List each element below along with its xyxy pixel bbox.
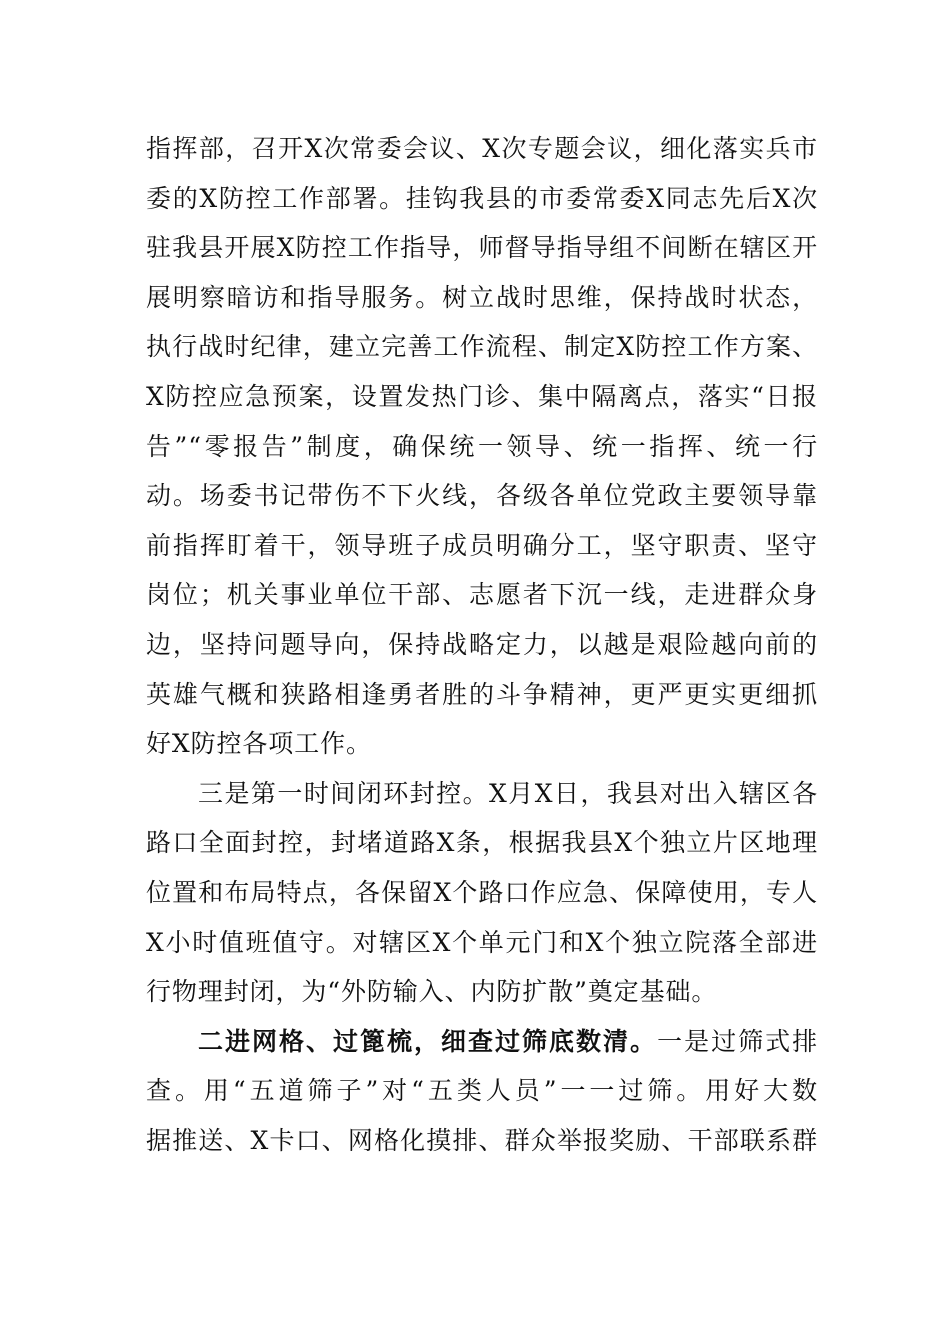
text-line: 位置和布局特点，各保留X个路口作应急、保障使用，专人 (146, 877, 818, 907)
document-body (146, 124, 818, 1165)
text-line: 动。场委书记带伤不下火线，各级各单位党政主要领导靠 (146, 481, 818, 511)
section-heading-rest: 一是过筛式排 (657, 1026, 818, 1056)
text-line: 路口全面封控，封堵道路X条，根据我县X个独立片区地理 (146, 828, 818, 858)
text-line: 三是第一时间闭环封控。X月X日，我县对出入辖区各 (198, 778, 818, 808)
text-line: 委的X防控工作部署。挂钩我县的市委常委X同志先后X次 (146, 183, 818, 213)
text-line: 前指挥盯着干，领导班子成员明确分工，坚守职责、坚守 (146, 530, 818, 560)
text-line (146, 1017, 818, 1067)
text-line: 查。用“五道筛子”对“五类人员”一一过筛。用好大数 (146, 1076, 818, 1106)
text-line: 驻我县开展X防控工作指导，师督导指导组不间断在辖区开 (146, 233, 818, 263)
text-line: 行物理封闭，为“外防输入、内防扩散”奠定基础。 (146, 977, 718, 1007)
text-line: 展明察暗访和指导服务。树立战时思维，保持战时状态， (146, 282, 818, 312)
paragraph-grid-screening (146, 1017, 818, 1166)
section-heading: 二进网格、过篦梳，细查过筛底数清。 (198, 1026, 658, 1056)
text-line: 边，坚持问题导向，保持战略定力，以越是艰险越向前的 (146, 629, 818, 659)
text-line: X防控应急预案，设置发热门诊、集中隔离点，落实“日报 (146, 381, 818, 411)
text-line: 岗位；机关事业单位干部、志愿者下沉一线，走进群众身 (146, 580, 818, 610)
text-line: 据推送、X卡口、网格化摸排、群众举报奖励、干部联系群 (146, 1125, 818, 1155)
text-line: 英雄气概和狭路相逢勇者胜的斗争精神，更严更实更细抓 (146, 679, 818, 709)
paragraph-command-measures (146, 124, 818, 769)
text-line: 指挥部，召开X次常委会议、X次专题会议，细化落实兵市 (146, 134, 818, 163)
text-line: 好X防控各项工作。 (146, 729, 372, 759)
text-line: 告”“零报告”制度，确保统一领导、统一指挥、统一行 (146, 431, 818, 461)
text-line: 执行战时纪律，建立完善工作流程、制定X防控工作方案、 (146, 332, 818, 362)
text-line: X小时值班值守。对辖区X个单元门和X个独立院落全部进 (146, 927, 818, 957)
paragraph-closed-loop-control (146, 769, 818, 1017)
